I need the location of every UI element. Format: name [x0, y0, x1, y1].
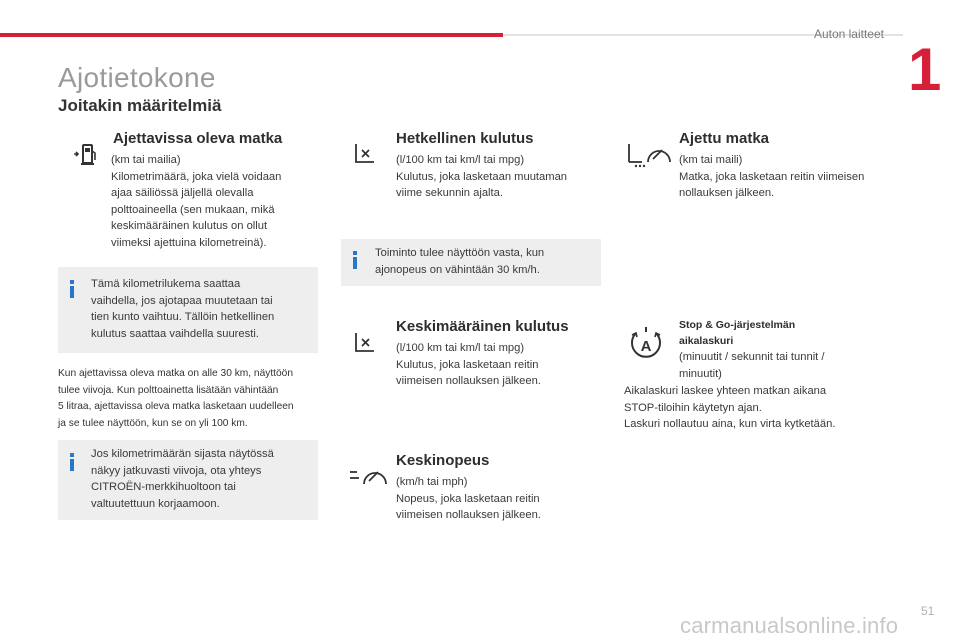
stop-start-title: Stop & Go-järjestelmän	[679, 319, 796, 331]
fuel-gauge-average-icon	[353, 330, 377, 354]
average-speed-line: Nopeus, joka lasketaan reitin	[396, 492, 540, 505]
info-note-range	[58, 267, 318, 353]
note-line: tien kunto vaihtuu. Tällöin hetkellinen	[91, 311, 275, 323]
range-line: Kilometrimäärä, joka vielä voidaan	[111, 170, 282, 183]
note-line: vaihdella, jos ajotapaa muutetaan tai	[91, 294, 273, 307]
average-consumption-line: viimeisen nollauksen jälkeen.	[396, 375, 541, 387]
stop-start-paragraph-line: Laskuri nollautuu aina, kun virta kytketään.	[624, 418, 836, 430]
note-line: Jos kilometrimäärän sijasta näytössä	[91, 448, 274, 460]
instant-line: (l/100 km tai km/l tai mpg)	[396, 154, 525, 166]
page-number: 51	[921, 604, 935, 618]
average-consumption-description	[396, 340, 606, 390]
stop-start-line: (minuutit / sekunnit tai tunnit /	[679, 351, 825, 363]
average-speed-line: viimeisen nollauksen jälkeen.	[396, 509, 541, 521]
instant-description	[396, 152, 606, 202]
info-note-text	[91, 446, 313, 512]
info-icon	[70, 453, 74, 471]
distance-line: nollauksen jälkeen.	[679, 187, 775, 199]
paragraph-line: Kun ajettavissa oleva matka on alle 30 km, näyttöön	[58, 368, 294, 379]
fuel-pump-range-icon	[72, 142, 98, 168]
instant-title: Hetkellinen kulutus	[396, 130, 534, 147]
instant-line: viime sekunnin ajalta.	[396, 187, 503, 199]
range-line: ajaa säiliössä jäljellä olevalla	[111, 187, 254, 199]
note-line: ajonopeus on vähintään 30 km/h.	[375, 263, 540, 276]
note-line: kulutus saattaa vaihdella suuresti.	[91, 327, 259, 340]
section-label: Auton laitteet	[813, 27, 884, 41]
average-speed-title: Keskinopeus	[396, 452, 490, 469]
watermark: carmanualsonline.info	[680, 613, 899, 638]
stop-start-timer-icon	[628, 325, 664, 361]
stop-start-paragraph	[624, 383, 914, 433]
info-note-text	[91, 276, 313, 342]
note-line: CITROËN-merkkihuoltoon tai	[91, 481, 236, 493]
stop-start-block	[679, 317, 899, 382]
distance-description	[679, 152, 909, 202]
info-note-text	[375, 245, 597, 278]
stop-start-title: aikalaskuri	[679, 335, 734, 347]
stop-start-paragraph-line: STOP-tiloihin käytetyn ajan.	[624, 401, 762, 414]
paragraph-line: ja se tulee näyttöön, kun se on yli 100 km.	[58, 417, 248, 429]
note-line: Tämä kilometrilukema saattaa	[91, 278, 241, 290]
info-note-dashes	[58, 440, 318, 520]
page-subtitle: Joitakin määritelmiä	[58, 96, 222, 115]
info-icon	[70, 280, 74, 298]
average-consumption-title: Keskimääräinen kulutus	[396, 318, 569, 335]
distance-travelled-icon	[626, 140, 672, 170]
distance-title: Ajettu matka	[679, 130, 770, 147]
stop-start-icon-letter: A	[640, 338, 652, 355]
average-speed-line: (km/h tai mph)	[396, 476, 468, 488]
range-line: polttoaineella (sen mukaan, mikä	[111, 203, 275, 216]
info-note-instant	[341, 239, 601, 286]
paragraph-line: tulee viivoja. Kun polttoainetta lisätään vähintään	[58, 384, 279, 396]
fuel-gauge-instant-icon	[353, 141, 377, 165]
average-consumption-line: (l/100 km tai km/l tai mpg)	[396, 342, 525, 354]
speedometer-icon	[349, 464, 389, 488]
range-line: viimeksi ajettuina kilometreinä).	[111, 236, 267, 249]
range-description	[111, 152, 331, 251]
distance-line: Matka, joka lasketaan reitin viimeisen	[679, 170, 865, 183]
range-dashes-paragraph	[58, 366, 320, 432]
instant-line: Kulutus, joka lasketaan muutaman	[396, 170, 568, 183]
average-consumption-line: Kulutus, joka lasketaan reitin	[396, 358, 539, 371]
range-title: Ajettavissa oleva matka	[113, 130, 283, 147]
average-speed-description	[396, 474, 606, 524]
info-icon	[353, 251, 357, 269]
chapter-number: 1	[908, 36, 942, 103]
note-line: valtuutettuun korjaamoon.	[91, 497, 220, 510]
header-accent-bar	[0, 33, 503, 37]
distance-line: (km tai maili)	[679, 154, 743, 166]
note-line: näkyy jatkuvasti viivoja, ota yhteys	[91, 464, 262, 477]
page-title: Ajotietokone	[58, 62, 216, 93]
stop-start-paragraph-line: Aikalaskuri laskee yhteen matkan aikana	[624, 385, 827, 397]
range-line: keskimääräinen kulutus on ollut	[111, 220, 268, 232]
note-line: Toiminto tulee näyttöön vasta, kun	[375, 247, 545, 259]
paragraph-line: 5 litraa, ajettavissa oleva matka lasketaan uudelleen	[58, 401, 294, 412]
stop-start-line: minuutit)	[679, 367, 722, 380]
range-line: (km tai mailia)	[111, 154, 181, 166]
